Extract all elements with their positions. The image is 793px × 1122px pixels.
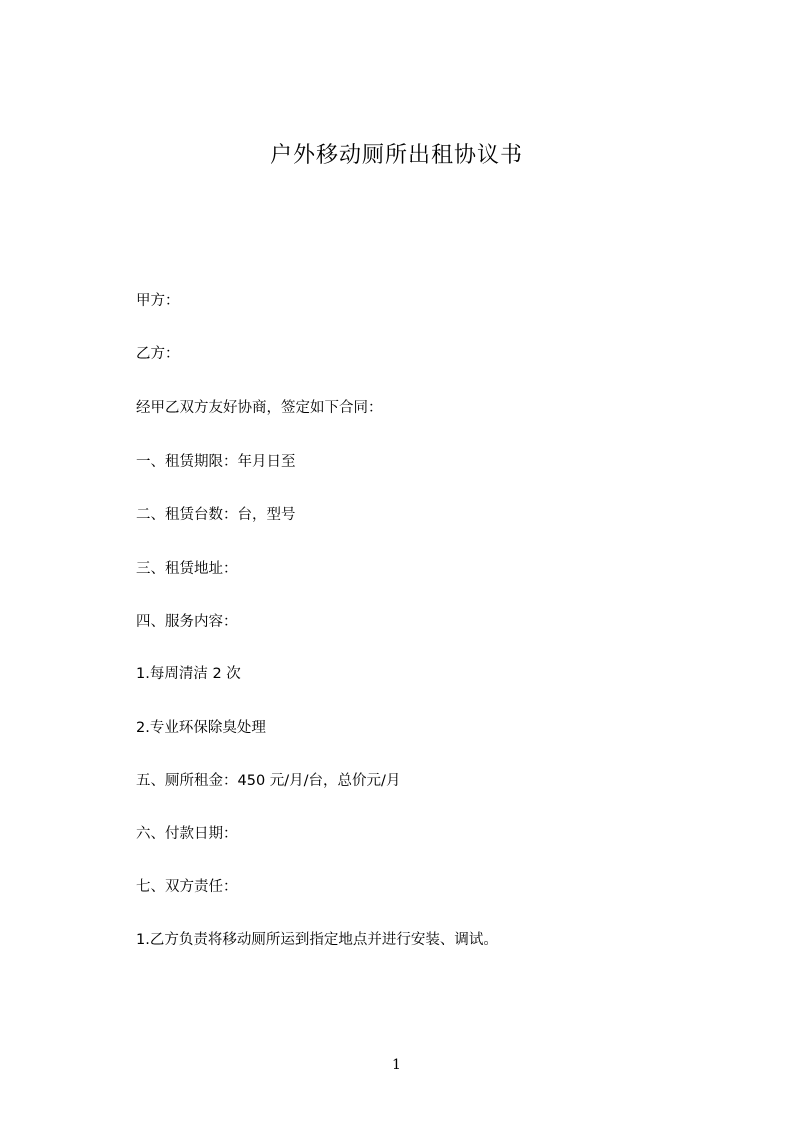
party-b-line: 乙方： (136, 346, 180, 362)
service-content-heading: 四、服务内容： (136, 614, 238, 630)
party-a-line: 甲方： (136, 293, 180, 309)
responsibilities-heading: 七、双方责任： (136, 879, 238, 895)
lease-address-line: 三、租赁地址： (136, 561, 238, 577)
responsibility-item-1: 1.乙方负责将移动厕所运到指定地点并进行安装、调试。 (136, 932, 498, 948)
lease-quantity-line: 二、租赁台数：台，型号 (136, 507, 296, 523)
document-title: 户外移动厕所出租协议书 (269, 143, 523, 168)
page-number: 1 (392, 1057, 401, 1073)
agreement-intro-line: 经甲乙双方友好协商，签定如下合同： (136, 400, 383, 416)
payment-date-line: 六、付款日期： (136, 826, 238, 842)
rent-line: 五、厕所租金：450 元/月/台，总价元/月 (136, 773, 401, 789)
lease-term-line: 一、租赁期限：年月日至 (136, 454, 296, 470)
service-item-1: 1.每周清洁 2 次 (136, 666, 241, 682)
service-item-2: 2.专业环保除臭处理 (136, 720, 266, 736)
